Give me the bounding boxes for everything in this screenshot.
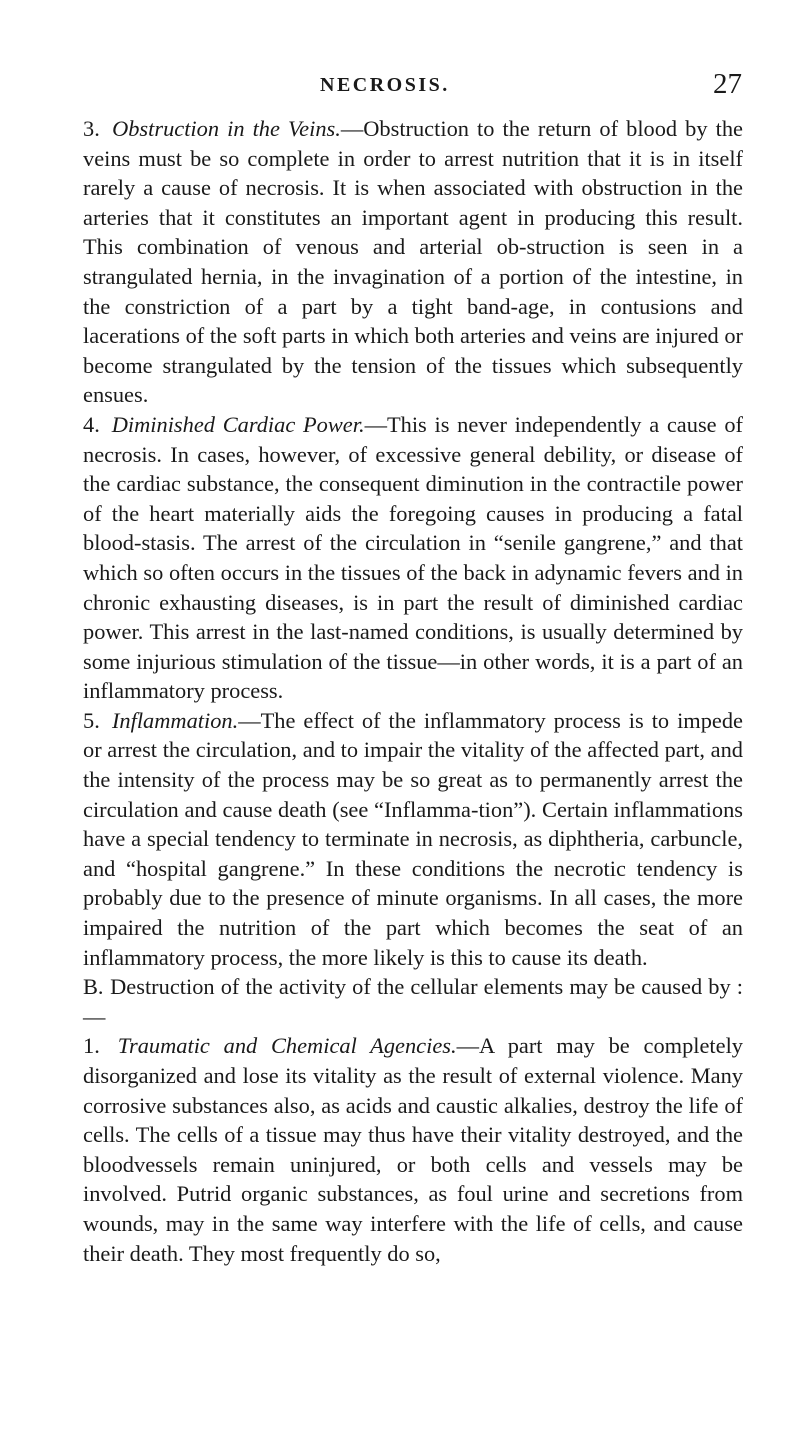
body-text bbox=[83, 114, 743, 1268]
paragraph-heading: Obstruction in the Veins. bbox=[112, 116, 341, 141]
paragraph-text: —The effect of the inflammatory process is to impede or arrest the circulation, and to impair the vitality of the affected part, and the intensity of the process may be so great as to permanently arrest the circulation and cause death (see “Inflamma-tion”). Certain inflammations have a special tendency to terminate in necrosis, as diphtheria, carbuncle, and “hospital gangrene.” In these conditions the necrotic tendency is probably due to the presence of minute organisms. In all cases, the more impaired the nutrition of the part which becomes the seat of an inflammatory process, the more likely is this to cause its death. bbox=[83, 707, 743, 970]
paragraph-text: —A part may be completely disorganized and lose its vitality as the result of external violence. Many corrosive substances also, as acids and caustic alkalies, destroy the life of cells. The cells of a tissue may thus have their vitality destroyed, and the bloodvessels remain uninjured, or both cells and vessels may be involved. Putrid organic substances, as foul urine and secretions from wounds, may in the same way interfere with the life of cells, and cause their death. They most frequently do so, bbox=[83, 1033, 743, 1266]
paragraph-heading: Diminished Cardiac Power. bbox=[111, 411, 365, 437]
paragraph-text: Destruction of the activity of the cellular elements may be caused by :— bbox=[83, 974, 743, 1029]
paragraph-diminished-cardiac-power bbox=[83, 410, 743, 706]
paragraph-traumatic-chemical bbox=[83, 1031, 743, 1268]
paragraph-number: 1. bbox=[83, 1033, 100, 1059]
running-head bbox=[83, 68, 742, 104]
paragraph-number: B. bbox=[83, 974, 104, 1000]
paragraph-inflammation bbox=[83, 706, 743, 972]
running-head-title: NECROSIS. bbox=[320, 74, 450, 96]
paragraph-destruction-cellular bbox=[83, 972, 743, 1031]
paragraph-text: —This is never independently a cause of necrosis. In cases, however, of excessive general debility, or disease of the cardiac substance, the consequent diminution in the contractile power of the heart materially aids the foregoing causes in producing a fatal blood-stasis. The arrest of the circulation in “senile gangrene,” and that which so often occurs in the tissues of the back in adynamic fevers and in chronic exhausting diseases, is in part the result of diminished cardiac power. This arrest in the last-named conditions, is usually determined by some injurious stimulation of the tissue—in other words, it is a part of an inflammatory process. bbox=[83, 411, 743, 704]
paragraph-obstruction-veins bbox=[83, 114, 743, 410]
paragraph-text: —Obstruction to the return of blood by the veins must be so complete in order to arrest nutrition that it is in itself rarely a cause of necrosis. It is when associated with obstruction in the arteries that it constitutes an important agent in producing this result. This combination of venous and arterial ob-struction is seen in a strangulated hernia, in the invagination of a portion of the intestine, in the constriction of a part by a tight band-age, in contusions and lacerations of the soft parts in which both arteries and veins are injured or become strangulated by the tension of the tissues which subsequently ensues. bbox=[83, 116, 743, 408]
page-number: 27 bbox=[713, 68, 742, 100]
paragraph-number: 4. bbox=[83, 411, 100, 437]
paragraph-number: 3. bbox=[83, 116, 100, 141]
paragraph-heading: Traumatic and Chemical Agencies. bbox=[117, 1033, 457, 1059]
paragraph-heading: Inflammation. bbox=[111, 707, 239, 733]
paragraph-number: 5. bbox=[83, 707, 100, 733]
